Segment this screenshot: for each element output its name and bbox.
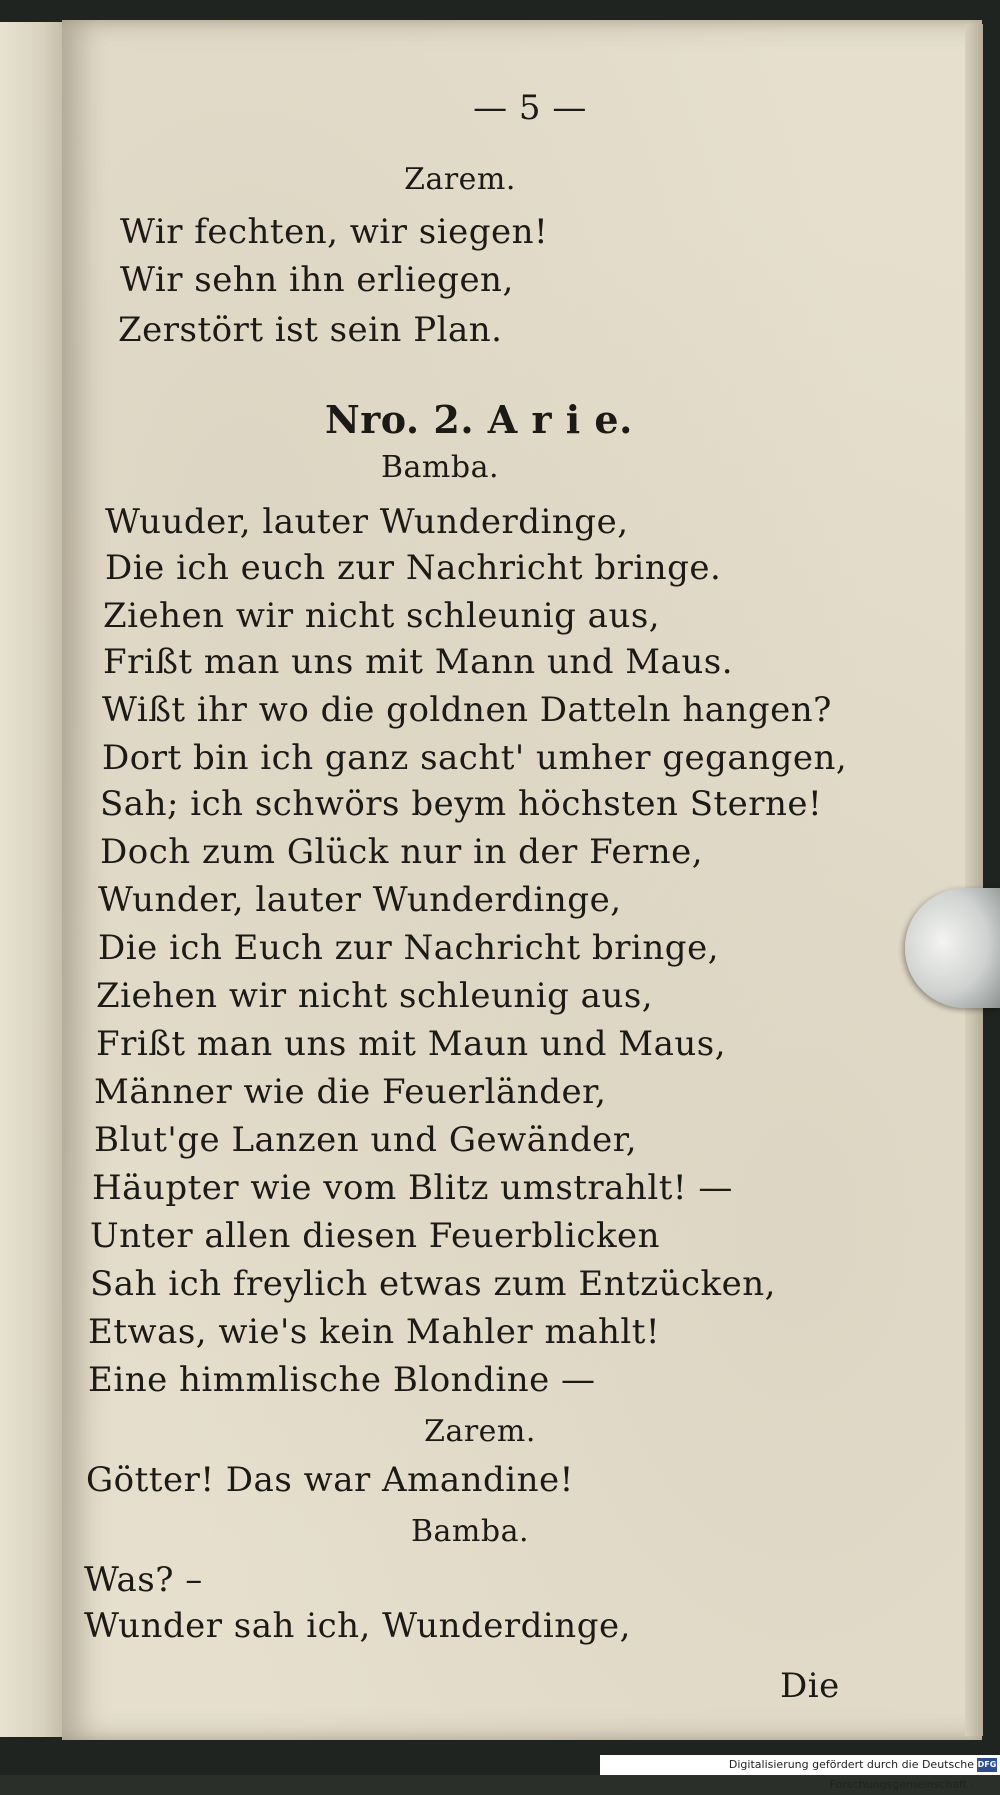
verse-line: Ziehen wir nicht schleunig aus, — [96, 976, 654, 1016]
verse-line: Wunder sah ich, Wunderdinge, — [84, 1606, 631, 1646]
page-number: — 5 — — [473, 88, 587, 128]
credit-text: Digitalisierung gefördert durch die Deutsche Forschungsgemeinschaft · — [728, 1758, 974, 1791]
verse-line: Männer wie die Feuerländer, — [94, 1072, 607, 1112]
verse-line: Die ich euch zur Nachricht bringe. — [105, 548, 722, 588]
verse-line: Doch zum Glück nur in der Ferne, — [100, 832, 704, 872]
verse-line: Frißt man uns mit Maun und Maus, — [96, 1024, 727, 1064]
verse-line: Wißt ihr wo die goldnen Datteln hangen? — [102, 690, 832, 730]
digitization-credit — [600, 1755, 1000, 1791]
verse-line: Götter! Das war Amandine! — [86, 1460, 574, 1500]
verse-line: Wunder, lauter Wunderdinge, — [98, 880, 622, 920]
verse-line: Wuuder, lauter Wunderdinge, — [105, 502, 629, 542]
dfg-logo-icon: DFG — [977, 1758, 997, 1772]
speaker-zarem: Zarem. — [404, 162, 516, 197]
speaker-bamba: Bamba. — [410, 1514, 529, 1549]
verse-line: Blut'ge Lanzen und Gewänder, — [94, 1120, 638, 1160]
catchword: Die — [780, 1666, 840, 1706]
verse-line: Unter allen diesen Feuerblicken — [90, 1216, 661, 1256]
speaker-zarem: Zarem. — [424, 1414, 536, 1449]
verse-line: Eine himmlische Blondine — — [88, 1360, 596, 1400]
verse-line: Was? – — [84, 1560, 203, 1600]
verse-line: Etwas, wie's kein Mahler mahlt! — [88, 1312, 661, 1352]
verse-line: Wir fechten, wir siegen! — [120, 212, 549, 252]
speaker-bamba: Bamba. — [380, 450, 499, 485]
verse-line: Häupter wie vom Blitz umstrahlt! — — [92, 1168, 733, 1208]
verse-line: Zerstört ist sein Plan. — [118, 310, 503, 350]
verse-line: Frißt man uns mit Mann und Maus. — [103, 642, 734, 682]
verse-line: Wir sehn ihn erliegen, — [120, 260, 514, 300]
verse-line: Sah; ich schwörs beym höchsten Sterne! — [100, 784, 823, 824]
verse-line: Die ich Euch zur Nachricht bringe, — [98, 928, 719, 968]
verse-line: Sah ich freylich etwas zum Entzücken, — [90, 1264, 776, 1304]
verse-line: Dort bin ich ganz sacht' umher gegangen, — [102, 738, 848, 778]
verse-line: Ziehen wir nicht schleunig aus, — [103, 596, 661, 636]
aria-heading: Nro. 2. A r i e. — [325, 397, 633, 442]
